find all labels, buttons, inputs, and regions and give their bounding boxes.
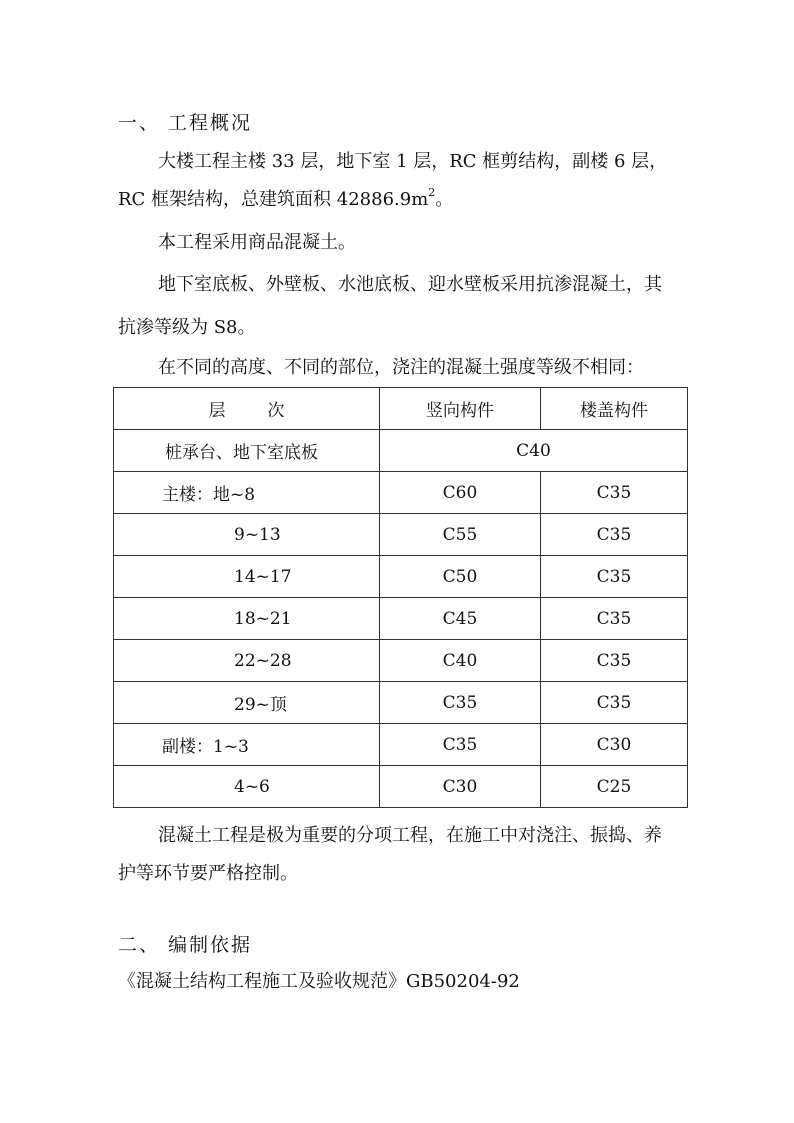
section-2-title: 二、 编制依据 [118, 934, 253, 956]
row-label: 副楼：1~3 [114, 724, 380, 766]
row-label: 4~6 [114, 766, 380, 808]
row-label: 18~21 [114, 598, 380, 640]
concrete-paragraph: 本工程采用商品混凝土。 [158, 232, 356, 253]
row-label: 14~17 [114, 556, 380, 598]
strength-paragraph: 在不同的高度、不同的部位，浇注的混凝土强度等级不相同： [158, 357, 644, 378]
row-label: 29~顶 [114, 682, 380, 724]
row-floor: C35 [541, 598, 688, 640]
table-row [114, 640, 688, 682]
table-row [114, 430, 688, 472]
table-row [114, 472, 688, 514]
table-row [114, 724, 688, 766]
table-row [114, 766, 688, 808]
row-floor: C25 [541, 766, 688, 808]
row-vertical: C45 [380, 598, 541, 640]
impermeable-paragraph-line-2: 抗渗等级为 S8。 [118, 317, 256, 338]
concrete-grade-table [113, 387, 688, 808]
row-floor: C35 [541, 556, 688, 598]
importance-paragraph-line-2: 护等环节要严格控制。 [118, 863, 298, 884]
row-vertical: C60 [380, 472, 541, 514]
row-label: 22~28 [114, 640, 380, 682]
table-header-row [114, 388, 688, 430]
row-vertical: C35 [380, 682, 541, 724]
row-vertical: C30 [380, 766, 541, 808]
overview-paragraph-line-1: 大楼工程主楼 33 层，地下室 1 层，RC 框剪结构，副楼 6 层， [158, 151, 668, 172]
header-floor: 层 次 [114, 388, 380, 430]
header-vertical-members: 竖向构件 [380, 388, 541, 430]
row-vertical: C50 [380, 556, 541, 598]
section-1-title: 一、 工程概况 [118, 112, 253, 134]
importance-paragraph-line-1: 混凝土工程是极为重要的分项工程，在施工中对浇注、振捣、养 [158, 825, 662, 846]
row-label: 主楼：地~8 [114, 472, 380, 514]
row-label: 桩承台、地下室底板 [114, 430, 380, 472]
row-floor: C35 [541, 472, 688, 514]
overview-paragraph-line-2: RC 框架结构，总建筑面积 $42886.9m^2$。 [118, 186, 454, 210]
table-row [114, 514, 688, 556]
table-row [114, 556, 688, 598]
row-label: 9~13 [114, 514, 380, 556]
table-row [114, 598, 688, 640]
impermeable-paragraph-line-1: 地下室底板、外壁板、水池底板、迎水壁板采用抗渗混凝土，其 [158, 274, 662, 295]
reference-standard: 《混凝土结构工程施工及验收规范》GB50204-92 [118, 971, 520, 992]
table-row [114, 682, 688, 724]
area-unit-superscript: 2 [428, 186, 436, 199]
row-vertical: C35 [380, 724, 541, 766]
row-floor: C35 [541, 640, 688, 682]
header-floor-members: 楼盖构件 [541, 388, 688, 430]
row-value: C40 [380, 430, 688, 472]
row-vertical: C55 [380, 514, 541, 556]
row-floor: C35 [541, 514, 688, 556]
row-floor: C35 [541, 682, 688, 724]
row-floor: C30 [541, 724, 688, 766]
row-vertical: C40 [380, 640, 541, 682]
